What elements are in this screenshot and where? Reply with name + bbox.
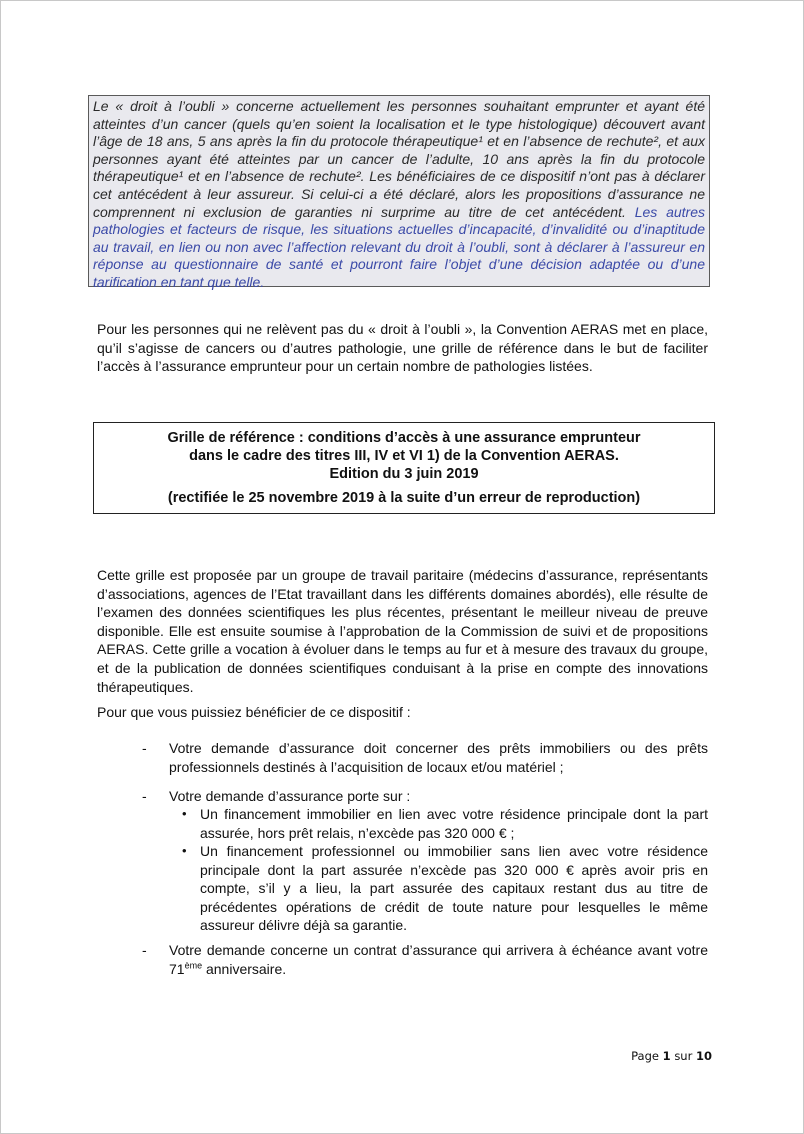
autres-pathologies-text: Les autres pathologies et facteurs de risque, les situations actuelles d’incapacité, d’invalidité ou d’inaptitude au travail, en lien ou non avec l’affection relevant du droit à l’oubli, sont à déclarer à l’assureur en réponse au questionnaire de santé et pourront faire l’objet d’une décision adaptée ou d’une tarification en tant que telle. <box>93 203 705 290</box>
condition-subitem-1 <box>182 805 708 842</box>
subitem-text: Un financement immobilier en lien avec votre résidence principale dont la part assurée, hors prêt relais, n’excède pas 320 000 € ; <box>200 806 708 841</box>
grille-title-line1: Grille de référence : conditions d’accès à une assurance emprunteur <box>167 430 641 446</box>
condition-text <box>169 941 708 978</box>
bullet-marker: • <box>182 843 187 858</box>
droit-oubli-text: Le « droit à l’oubli » concerne actuellement les personnes souhaitant emprunter et ayant été atteintes d’un cancer (quels qu’en soient la localisation et le type histologique) découvert avant l’âge de 18 ans, 5 ans après la fin du protocole thérapeutique¹ et en l’absence de rechute², et aux personnes ayant été atteintes par un cancer de l’adulte, 10 ans après la fin du protocole thérapeutique¹ et en l’absence de rechute². Les bénéficiaires de ce dispositif n’ont pas à déclarer cet antécédent à leur assureur. Si celui-ci a été déclaré, alors les propositions d’assurance ne comprennent ni exclusion de garanties ni surprime au titre de cet antécédent. <box>93 98 705 220</box>
condition-text-start: Votre demande concerne un contrat d’assurance qui arrivera à échéance avant votre 71 <box>169 942 708 977</box>
condition-text: Votre demande d’assurance doit concerner des prêts immobiliers ou des prêts professionnels destinés à l’acquisition de locaux et/ou matériel ; <box>169 740 708 775</box>
condition-item-1 <box>142 739 708 776</box>
bullet-marker: • <box>182 806 187 821</box>
dash-marker: - <box>142 788 147 804</box>
grille-rectification: (rectifiée le 25 novembre 2019 à la suite d’un erreur de reproduction) <box>167 490 641 506</box>
dash-marker: - <box>142 942 147 958</box>
ordinal-superscript: ème <box>184 959 203 970</box>
condition-subitem-2 <box>182 842 708 935</box>
grille-description-paragraph: Cette grille est proposée par un groupe de travail paritaire (médecins d’assurance, représentants d’associations, agences de l’Etat travaillant dans les différents domaines abordés), elle résulte de l’examen des données scientifiques les plus récentes, présentant le meilleur niveau de preuve disponible. Elle est ensuite soumise à l’approbation de la Commission de suivi et de propositions AERAS. Cette grille a vocation à évoluer dans le temps au fur et à mesure des travaux du groupe, et de la publication de données scientifiques conduisant à la prise en compte des innovations thérapeutiques. <box>97 567 708 695</box>
condition-text: Votre demande d’assurance porte sur : <box>169 788 411 804</box>
page-word: Page <box>631 1049 659 1063</box>
grille-title-line2: dans le cadre des titres III, IV et VI 1) de la Convention AERAS. <box>189 448 619 464</box>
subitem-text: Un financement professionnel ou immobilier sans lien avec votre résidence principale dont la part assurée n’excède pas 320 000 € après avoir pris en compte, s’il y a lieu, la part assurée des capitaux restant dus au titre de précédentes opérations de crédit de toute nature pour lesquelles le même assureur délivre déjà sa garantie. <box>200 843 708 934</box>
dash-marker: - <box>142 740 147 756</box>
page-number: 1 <box>662 1049 671 1063</box>
of-word: sur <box>674 1049 693 1063</box>
grille-edition: Edition du 3 juin 2019 <box>329 466 479 482</box>
condition-item-3 <box>142 941 708 978</box>
conditions-intro: Pour que vous puissiez bénéficier de ce dispositif : <box>97 704 411 720</box>
intro-paragraph: Pour les personnes qui ne relèvent pas du « droit à l’oubli », la Convention AERAS met en place, qu’il s’agisse de cancers ou d’autres pathologie, une grille de référence dans le but de faciliter l’accès à l’assurance emprunteur pour un certain nombre de pathologies listées. <box>97 321 708 375</box>
grille-reference-box <box>93 422 715 514</box>
total-pages: 10 <box>695 1049 712 1063</box>
page-footer <box>620 1049 712 1063</box>
condition-text-end: anniversaire. <box>202 960 287 977</box>
condition-item-2 <box>142 787 708 806</box>
droit-oubli-box <box>88 95 710 290</box>
